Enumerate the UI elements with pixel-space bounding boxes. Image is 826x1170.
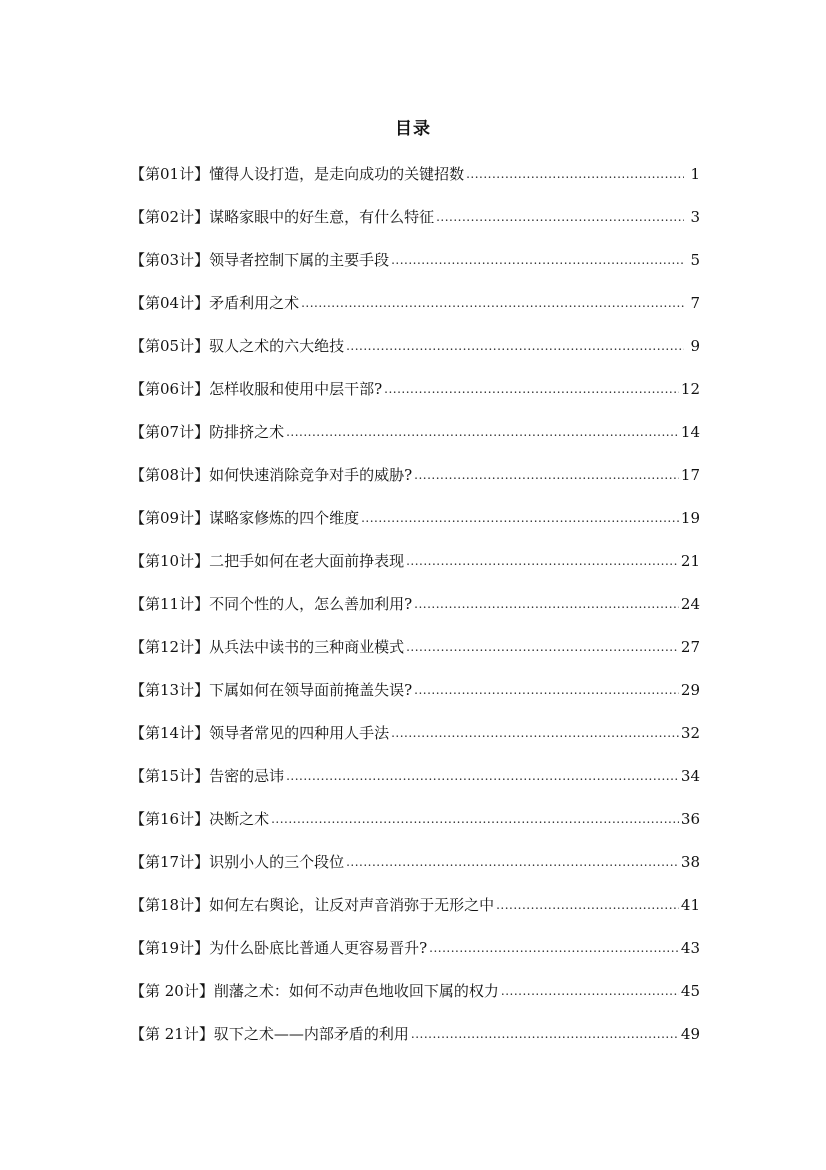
toc-entry-page: 5 [690,250,700,269]
toc-entry-page: 12 [680,379,700,398]
toc-leader-dots [286,422,679,442]
toc-leader-dots [501,981,679,1001]
toc-entry-chapter: 【第06计】 [130,379,210,398]
toc-leader-dots [466,164,684,184]
toc-leader-dots [411,1024,679,1044]
toc-entry [130,367,700,410]
toc-entry-text: 谋略家修炼的四个维度 [209,508,360,527]
toc-entry [130,668,700,711]
toc-entry-chapter: 【第09计】 [130,508,210,527]
toc-entry-chapter: 【第18计】 [130,895,210,914]
toc-entry-chapter: 【第05计】 [130,336,210,355]
toc-entry-page: 7 [690,293,700,312]
toc-entry-text: 懂得人设打造，是走向成功的关键招数 [209,164,465,183]
toc-entry-chapter: 【第 21计】 [130,1024,214,1043]
toc-entry-chapter: 【第 20计】 [130,981,214,1000]
toc-entry [130,324,700,367]
toc-entry-page: 21 [680,551,700,570]
toc-entry [130,195,700,238]
toc-entry-page: 19 [680,508,700,527]
toc-leader-dots [346,336,684,356]
toc-list [130,152,700,1055]
toc-entry-text: 如何左右舆论，让反对声音消弥于无形之中 [209,895,495,914]
toc-entry-chapter: 【第02计】 [130,207,210,226]
toc-entry-page: 38 [680,852,700,871]
toc-entry-chapter: 【第19计】 [130,938,210,957]
toc-entry [130,969,700,1012]
toc-leader-dots [496,895,679,915]
toc-entry-chapter: 【第15计】 [130,766,210,785]
toc-entry-page: 1 [690,164,700,183]
toc-entry-chapter: 【第17计】 [130,852,210,871]
toc-entry [130,152,700,195]
toc-leader-dots [384,379,679,399]
toc-entry-text: 从兵法中读书的三种商业模式 [209,637,405,656]
toc-entry-text: 识别小人的三个段位 [209,852,345,871]
toc-entry-text: 二把手如何在老大面前挣表现 [209,551,405,570]
toc-entry [130,926,700,969]
toc-entry [130,281,700,324]
toc-entry [130,410,700,453]
toc-entry-text: 为什么卧底比普通人更容易晋升? [209,938,428,957]
toc-entry-text: 决断之术 [209,809,270,828]
toc-entry-chapter: 【第13计】 [130,680,210,699]
toc-leader-dots [391,250,684,270]
toc-leader-dots [301,293,684,313]
toc-leader-dots [271,809,679,829]
toc-entry-text: 防排挤之术 [209,422,285,441]
toc-leader-dots [414,594,679,614]
toc-entry [130,238,700,281]
toc-entry [130,625,700,668]
toc-entry-text: 告密的忌讳 [209,766,285,785]
toc-entry-text: 驭人之术的六大绝技 [209,336,345,355]
toc-entry-chapter: 【第03计】 [130,250,210,269]
toc-leader-dots [391,723,679,743]
toc-entry [130,496,700,539]
toc-leader-dots [436,207,684,227]
toc-entry-text: 下属如何在领导面前掩盖失误? [209,680,413,699]
toc-entry-page: 41 [680,895,700,914]
toc-entry [130,840,700,883]
toc-entry-text: 不同个性的人，怎么善加利用? [209,594,413,613]
toc-entry-chapter: 【第11计】 [130,594,210,613]
toc-entry-page: 49 [680,1024,700,1043]
toc-entry [130,883,700,926]
toc-leader-dots [414,680,679,700]
toc-entry [130,582,700,625]
toc-entry-page: 9 [690,336,700,355]
toc-leader-dots [346,852,679,872]
toc-entry-chapter: 【第16计】 [130,809,210,828]
toc-entry-page: 36 [680,809,700,828]
toc-entry-text: 矛盾利用之术 [209,293,300,312]
toc-entry-text: 领导者控制下属的主要手段 [209,250,390,269]
toc-entry-text: 领导者常见的四种用人手法 [209,723,390,742]
toc-entry-page: 29 [680,680,700,699]
toc-entry-page: 45 [680,981,700,1000]
toc-entry [130,797,700,840]
toc-entry-chapter: 【第12计】 [130,637,210,656]
toc-entry [130,453,700,496]
toc-entry-page: 14 [680,422,700,441]
toc-entry-text: 如何快速消除竞争对手的威胁? [209,465,413,484]
toc-leader-dots [361,508,679,528]
toc-title: 目录 [395,119,431,139]
toc-leader-dots [406,637,679,657]
toc-leader-dots [429,938,679,958]
toc-leader-dots [286,766,679,786]
toc-leader-dots [406,551,679,571]
toc-entry [130,711,700,754]
toc-entry-page: 3 [690,207,700,226]
toc-entry-page: 34 [680,766,700,785]
toc-entry-page: 24 [680,594,700,613]
toc-entry-chapter: 【第10计】 [130,551,210,570]
toc-entry-text: 谋略家眼中的好生意，有什么特征 [209,207,435,226]
toc-leader-dots [414,465,679,485]
toc-entry-text: 削藩之术：如何不动声色地收回下属的权力 [213,981,499,1000]
toc-entry [130,754,700,797]
toc-entry-text: 驭下之术——内部矛盾的利用 [213,1024,409,1043]
toc-entry-chapter: 【第01计】 [130,164,210,183]
toc-entry-page: 32 [680,723,700,742]
toc-entry [130,539,700,582]
toc-entry-page: 17 [680,465,700,484]
toc-entry-text: 怎样收服和使用中层干部? [209,379,383,398]
toc-entry-chapter: 【第04计】 [130,293,210,312]
toc-entry-chapter: 【第14计】 [130,723,210,742]
toc-entry-chapter: 【第08计】 [130,465,210,484]
toc-entry-chapter: 【第07计】 [130,422,210,441]
toc-entry-page: 43 [680,938,700,957]
toc-entry [130,1012,700,1055]
toc-entry-page: 27 [680,637,700,656]
